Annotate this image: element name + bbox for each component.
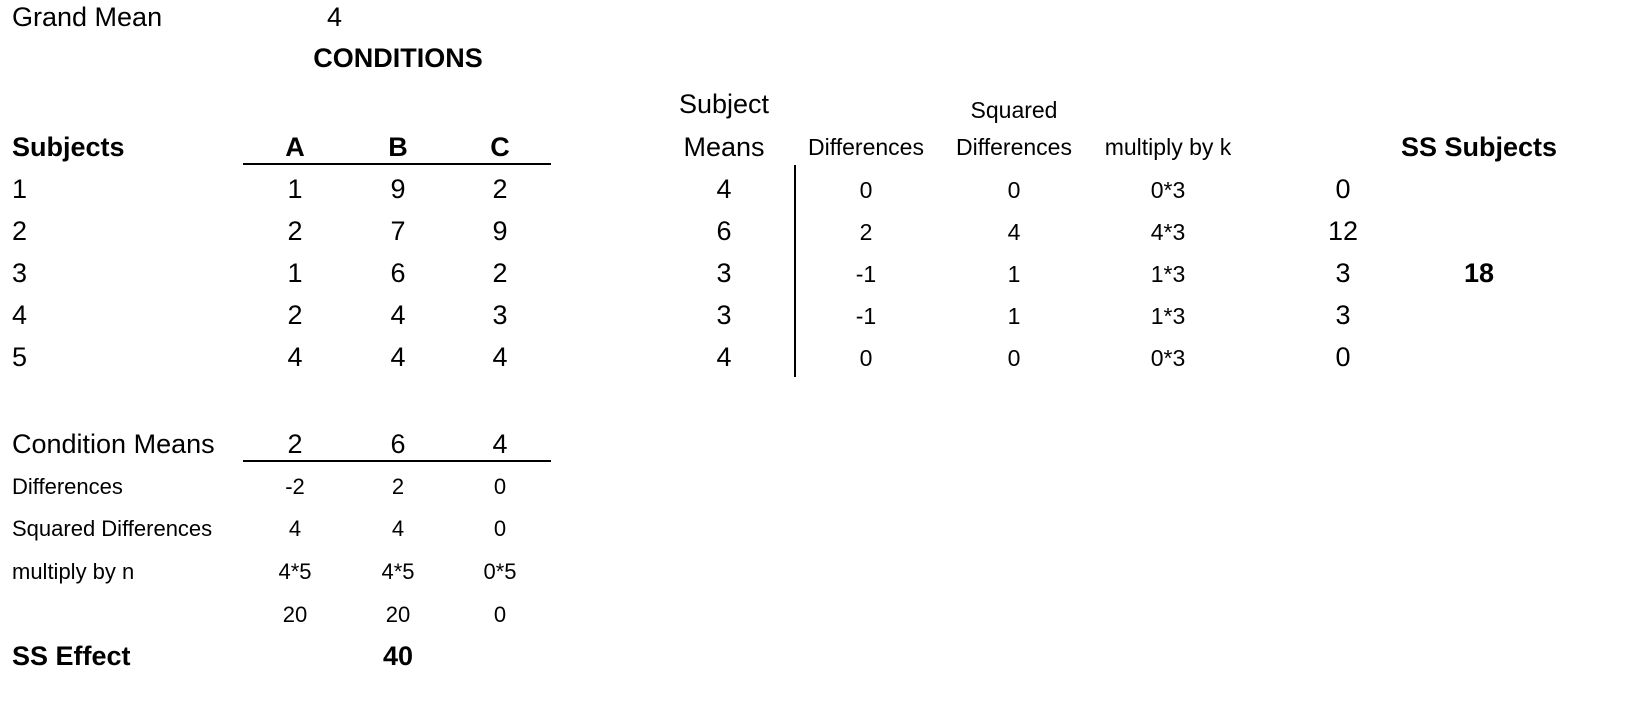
condition-result: 0 <box>493 602 507 627</box>
condition-squared: 4 <box>288 516 302 541</box>
condition-mean: 2 <box>287 429 303 459</box>
subject-difference: -1 <box>855 261 877 287</box>
subject-multiply: 0*3 <box>1150 345 1186 371</box>
condition-multiply-label: multiply by n <box>12 559 135 584</box>
table-cell: 2 <box>492 258 508 288</box>
table-cell: 1 <box>287 258 303 288</box>
condition-b-header: B <box>388 132 408 162</box>
subject-multiply: 4*3 <box>1150 219 1186 245</box>
differences-header: Differences <box>808 134 924 160</box>
table-cell: 9 <box>390 174 406 204</box>
condition-multiply: 0*5 <box>483 559 517 584</box>
subject-mean: 4 <box>716 174 732 204</box>
subject-means-divider <box>794 165 796 377</box>
subject-difference: 2 <box>859 219 873 245</box>
condition-multiply: 4*5 <box>381 559 415 584</box>
subject-mean: 3 <box>716 300 732 330</box>
subjects-header-divider <box>243 163 551 165</box>
squared-differences-header-line2: Differences <box>956 134 1072 160</box>
grand-mean-value: 4 <box>327 2 343 32</box>
subject-mean: 3 <box>716 258 732 288</box>
subject-id: 2 <box>12 216 28 246</box>
subject-squared-difference: 1 <box>1007 261 1021 287</box>
condition-squared-label: Squared Differences <box>12 516 213 541</box>
condition-difference: 0 <box>493 474 507 499</box>
subject-result: 12 <box>1327 216 1359 246</box>
table-cell: 2 <box>287 216 303 246</box>
subject-id: 1 <box>12 174 28 204</box>
table-cell: 2 <box>492 174 508 204</box>
table-cell: 2 <box>287 300 303 330</box>
subject-multiply: 1*3 <box>1150 303 1186 329</box>
conditions-title: CONDITIONS <box>313 43 483 73</box>
condition-c-header: C <box>490 132 510 162</box>
subject-means-header-line1: Subject <box>678 89 770 119</box>
subject-multiply: 0*3 <box>1150 177 1186 203</box>
subject-squared-difference: 4 <box>1007 219 1021 245</box>
condition-result: 20 <box>385 602 411 627</box>
condition-mean: 6 <box>390 429 406 459</box>
subject-mean: 4 <box>716 342 732 372</box>
subject-squared-difference: 1 <box>1007 303 1021 329</box>
squared-differences-header-line1: Squared <box>970 97 1058 123</box>
table-cell: 4 <box>390 300 406 330</box>
subject-result: 0 <box>1335 342 1351 372</box>
ss-subjects-value: 18 <box>1463 258 1495 288</box>
subject-mean: 6 <box>716 216 732 246</box>
table-cell: 6 <box>390 258 406 288</box>
grand-mean-label: Grand Mean <box>12 2 163 32</box>
subject-result: 3 <box>1335 300 1351 330</box>
subject-difference: 0 <box>859 345 873 371</box>
subject-difference: -1 <box>855 303 877 329</box>
table-cell: 3 <box>492 300 508 330</box>
subject-result: 0 <box>1335 174 1351 204</box>
condition-mean: 4 <box>492 429 508 459</box>
condition-squared: 0 <box>493 516 507 541</box>
subject-id: 3 <box>12 258 28 288</box>
subject-result: 3 <box>1335 258 1351 288</box>
condition-difference: -2 <box>285 474 305 499</box>
subject-id: 4 <box>12 300 28 330</box>
condition-a-header: A <box>285 132 305 162</box>
table-cell: 4 <box>287 342 303 372</box>
condition-means-divider <box>243 460 551 462</box>
table-cell: 7 <box>390 216 406 246</box>
condition-result: 20 <box>282 602 308 627</box>
table-cell: 4 <box>390 342 406 372</box>
condition-squared: 4 <box>391 516 405 541</box>
table-cell: 9 <box>492 216 508 246</box>
subject-difference: 0 <box>859 177 873 203</box>
subject-means-header-line2: Means <box>683 132 765 162</box>
ss-effect-value: 40 <box>382 641 414 671</box>
table-cell: 4 <box>492 342 508 372</box>
multiply-by-k-header: multiply by k <box>1104 134 1232 160</box>
subject-id: 5 <box>12 342 28 372</box>
subjects-header: Subjects <box>12 132 125 162</box>
condition-multiply: 4*5 <box>278 559 312 584</box>
table-cell: 1 <box>287 174 303 204</box>
condition-means-label: Condition Means <box>12 429 215 459</box>
ss-effect-label: SS Effect <box>12 641 131 671</box>
subject-squared-difference: 0 <box>1007 345 1021 371</box>
ss-subjects-header: SS Subjects <box>1400 132 1558 162</box>
subject-multiply: 1*3 <box>1150 261 1186 287</box>
subject-squared-difference: 0 <box>1007 177 1021 203</box>
condition-difference: 2 <box>391 474 405 499</box>
condition-differences-label: Differences <box>12 474 123 499</box>
